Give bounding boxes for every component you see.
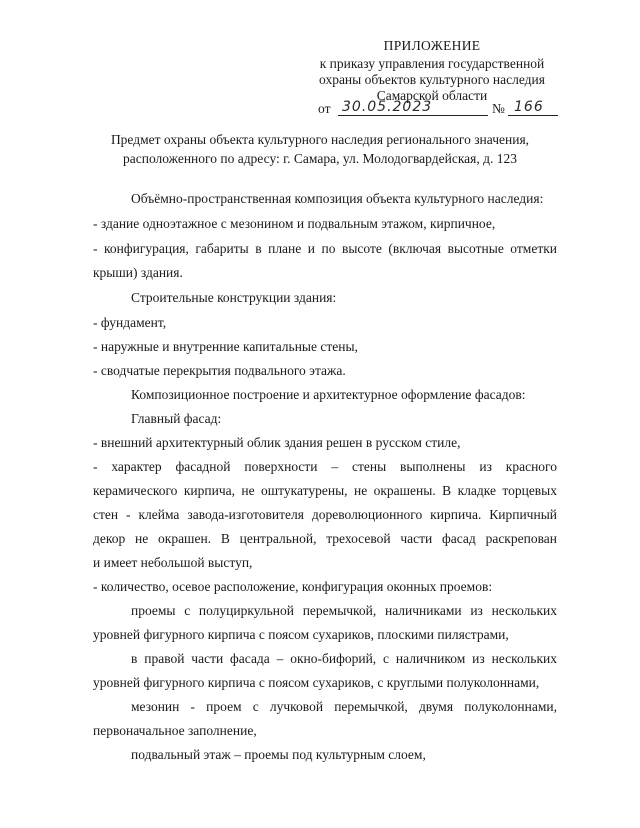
text-line: первоначальное заполнение,: [93, 723, 257, 738]
list-item: - наружные и внутренние капитальные стены,: [93, 339, 358, 354]
section-heading: Главный фасад:: [131, 411, 222, 426]
list-item: - характер фасадной поверхности – стены выполнены из красного: [93, 459, 557, 474]
appendix-title: ПРИЛОЖЕНИЕ: [383, 38, 481, 53]
handwritten-date: 30.05.2023: [342, 99, 433, 115]
handwritten-number: 166: [514, 99, 544, 115]
text-line: керамического кирпича, не оштукатурены, не окрашены. В кладке торцевых: [93, 483, 557, 498]
order-date-number: [318, 98, 558, 120]
text-line: проемы с полуциркульной перемычкой, наличниками из нескольких: [131, 603, 557, 618]
text-line: крыши) здания.: [93, 265, 183, 280]
appendix-line: Самарской области: [376, 88, 488, 103]
appendix-line: к приказу управления государственной: [319, 56, 545, 71]
list-item: - конфигурация, габариты в плане и по высоте (включая высотные отметки: [93, 241, 557, 256]
section-heading: Строительные конструкции здания:: [131, 290, 337, 305]
subject-line: Предмет охраны объекта культурного наследия регионального значения,: [110, 132, 530, 147]
list-item: - внешний архитектурный облик здания решен в русском стиле,: [93, 435, 461, 450]
text-line: подвальный этаж – проемы под культурным слоем,: [131, 747, 426, 762]
text-line: декор не окрашен. В центральной, трехосевой части фасад раскрепован: [93, 531, 557, 546]
text-line: в правой части фасада – окно-бифорий, с наличником из нескольких: [131, 651, 557, 666]
list-item: - фундамент,: [93, 315, 167, 330]
text-line: уровней фигурного кирпича с поясом сухариков, плоскими пилястрами,: [93, 627, 509, 642]
list-item: - количество, осевое расположение, конфигурация оконных проемов:: [93, 579, 493, 594]
section-heading: Композиционное построение и архитектурное оформление фасадов:: [131, 387, 526, 402]
subject-line: расположенного по адресу: г. Самара, ул. Молодогвардейская, д. 123: [123, 151, 517, 166]
text-line: мезонин - проем с лучковой перемычкой, двумя полуколоннами,: [131, 699, 557, 714]
list-item: - сводчатые перекрытия подвального этажа.: [93, 363, 346, 378]
text-line: стен - клейма завода-изготовителя дореволюционного кирпича. Кирпичный: [93, 507, 557, 522]
from-label: от: [318, 101, 331, 116]
text-line: и имеет небольшой выступ,: [93, 555, 253, 570]
appendix-line: охраны объектов культурного наследия: [319, 72, 545, 87]
section-heading: Объёмно-пространственная композиция объекта культурного наследия:: [131, 191, 544, 206]
list-item: - здание одноэтажное с мезонином и подвальным этажом, кирпичное,: [93, 216, 496, 231]
text-line: уровней фигурного кирпича с поясом сухариков, с круглыми полуколоннами,: [93, 675, 540, 690]
number-label: №: [492, 101, 505, 116]
